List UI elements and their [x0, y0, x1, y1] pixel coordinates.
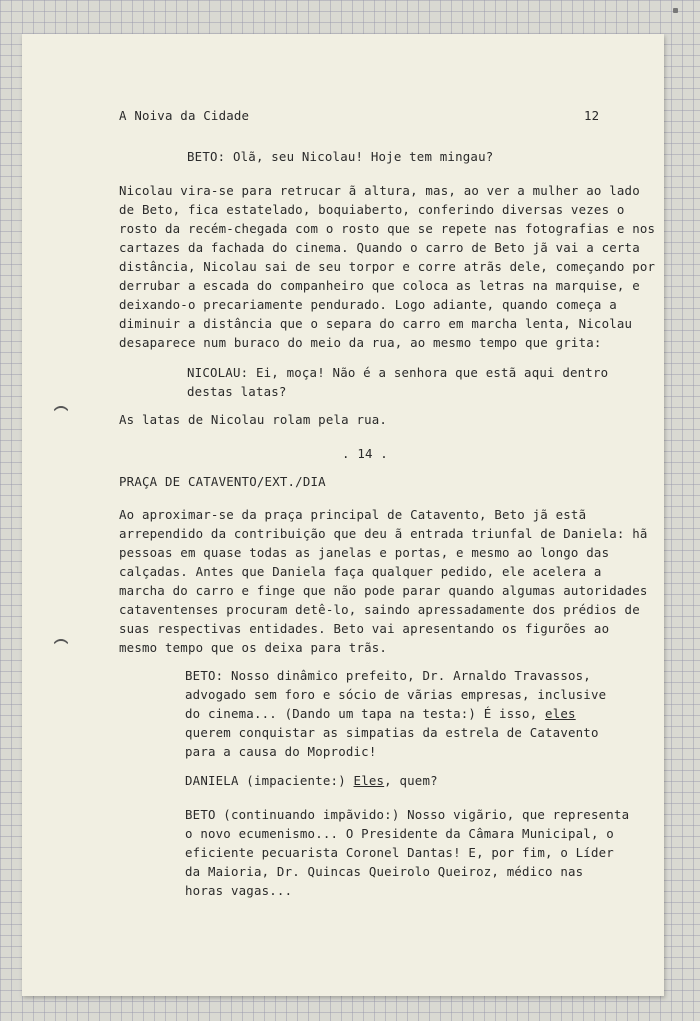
dialogue-line: horas vagas...	[185, 883, 293, 898]
scene-number: . 14 .	[342, 446, 388, 461]
action-line: de Beto, fica estatelado, boquiaberto, conferindo diversas vezes o	[119, 202, 625, 217]
dialogue-text: do cinema... (Dando um tapa na testa:) É isso,	[185, 706, 538, 721]
dialogue-line: para a causa do Moprodic!	[185, 744, 377, 759]
dialogue-text: , quem?	[384, 773, 438, 788]
dialogue-line: destas latas?	[187, 384, 287, 399]
dialogue-line: BETO (continuando impãvido:) Nosso vigãrio, que representa	[185, 807, 630, 822]
action-line: arrependido da contribuição que deu ã entrada triunfal de Daniela: hã	[119, 526, 648, 541]
dialogue-line	[185, 706, 576, 721]
script-page	[22, 34, 664, 996]
character-cue: DANIELA (impaciente:)	[185, 773, 346, 788]
action-line: diminuir a distância que o separa do carro em marcha lenta, Nicolau	[119, 316, 633, 331]
dialogue-line: querem conquistar as simpatias da estrela de Catavento	[185, 725, 599, 740]
dialogue-line: NICOLAU: Ei, moça! Não é a senhora que estã aqui dentro	[187, 365, 609, 380]
action-line: distância, Nicolau sai de seu torpor e corre atrãs dele, começando por	[119, 259, 656, 274]
scene-heading: PRAÇA DE CATAVENTO/EXT./DIA	[119, 474, 326, 489]
underlined-word: Eles	[353, 773, 385, 788]
action-line: cataventenses procuram detê-lo, saindo apressadamente dos prédios de	[119, 602, 640, 617]
dialogue-line: o novo ecumenismo... O Presidente da Câmara Municipal, o	[185, 826, 614, 841]
dialogue-line: advogado sem foro e sócio de vãrias empresas, inclusive	[185, 687, 607, 702]
script-title: A Noiva da Cidade	[119, 108, 250, 123]
action-line: desaparece num buraco do meio da rua, ao mesmo tempo que grita:	[119, 335, 602, 350]
action-line: As latas de Nicolau rolam pela rua.	[119, 412, 388, 427]
dialogue-line: BETO: Nosso dinâmico prefeito, Dr. Arnaldo Travassos,	[185, 668, 591, 683]
dialogue-line: BETO: Olã, seu Nicolau! Hoje tem mingau?	[187, 149, 494, 164]
action-line: calçadas. Antes que Daniela faça qualquer pedido, ele acelera a	[119, 564, 602, 579]
punch-hole-bottom	[52, 639, 70, 658]
action-line: mesmo tempo que os deixa para trãs.	[119, 640, 388, 655]
action-line: cartazes da fachada do cinema. Quando o carro de Beto jã vai a certa	[119, 240, 640, 255]
action-line: deixando-o precariamente pendurado. Logo adiante, quando começa a	[119, 297, 617, 312]
action-line: Ao aproximar-se da praça principal de Catavento, Beto jã estã	[119, 507, 587, 522]
underlined-word: eles	[545, 706, 576, 721]
action-line: derrubar a escada do companheiro que coloca as letras na marquise, e	[119, 278, 640, 293]
dialogue-line: eficiente pecuarista Coronel Dantas! E, por fim, o Líder	[185, 845, 614, 860]
dialogue-line: da Maioria, Dr. Quincas Queirolo Queiroz, médico nas	[185, 864, 584, 879]
page-number: 12	[584, 108, 600, 123]
dialogue-line	[185, 773, 438, 788]
action-line: suas respectivas entidades. Beto vai apresentando os figurões ao	[119, 621, 610, 636]
punch-hole-top	[52, 406, 70, 425]
action-line: rosto da recém-chegada com o rosto que se repete nas fotografias e nos	[119, 221, 656, 236]
action-line: marcha do carro e finge que não pode parar quando algumas autoridades	[119, 583, 648, 598]
background-mark	[673, 8, 678, 13]
action-line: Nicolau vira-se para retrucar ã altura, mas, ao ver a mulher ao lado	[119, 183, 640, 198]
action-line: pessoas em quase todas as janelas e portas, e mesmo ao longo das	[119, 545, 610, 560]
